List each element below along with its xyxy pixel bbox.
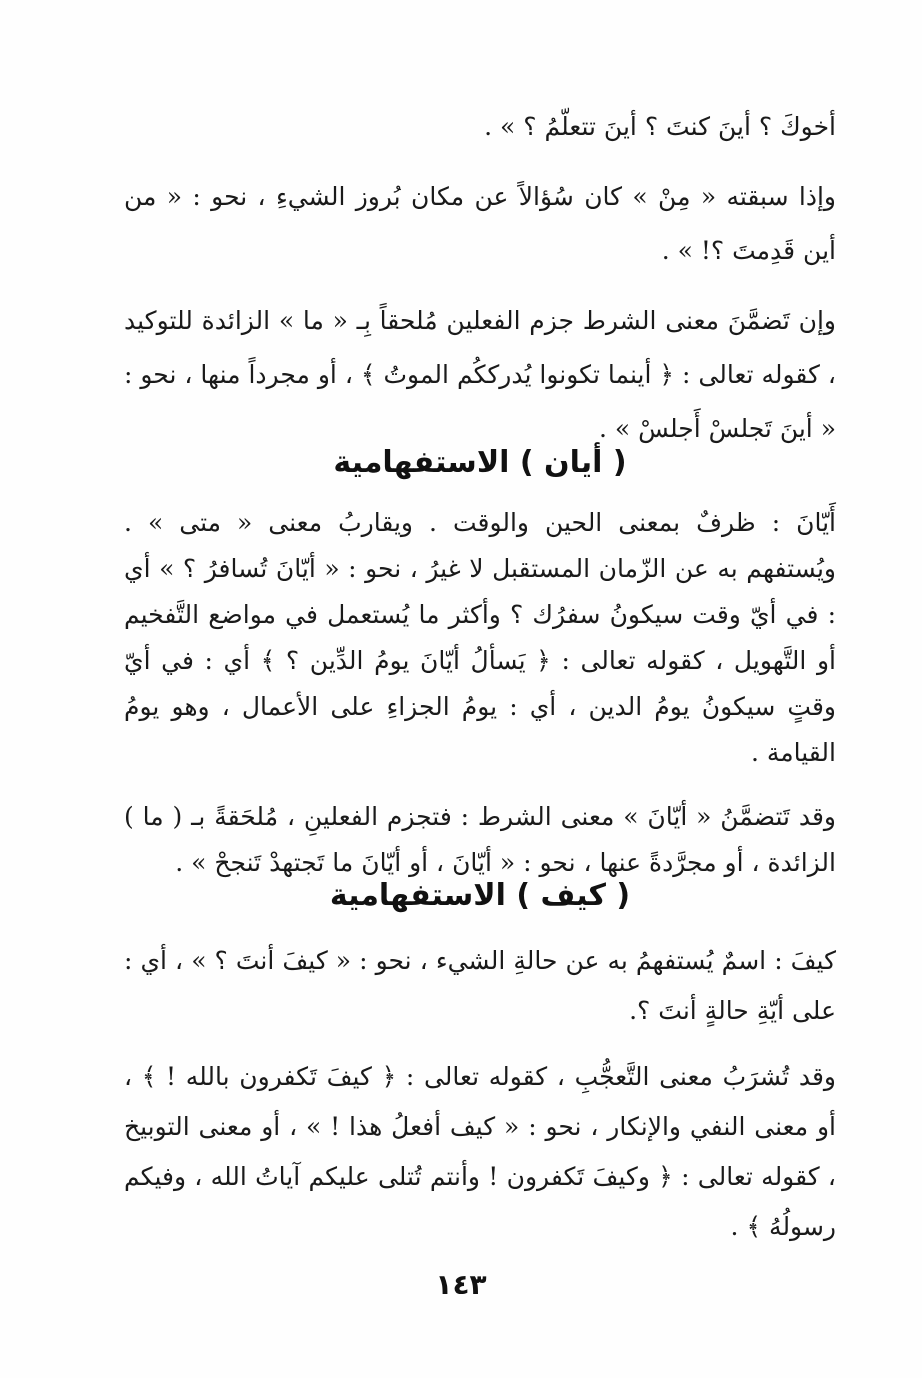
paragraph: أَيّانَ : ظرفٌ بمعنى الحين والوقت . ويقاربُ معنى « متى » . ويُستفهم به عن الزّمان المستقبل لا غيرُ ، نحو : « أيّانَ تُسافرُ ؟ » أي : في أيّ وقت سيكونُ سفرُك ؟ وأكثر ما يُستعمل في مواضع التَّفخيم أو التَّهويل ، كقوله تعالى : ﴿ يَسألُ أيّانَ يومُ الدِّين ؟ ﴾ أي : في أيّ وقتٍ سيكونُ يومُ الدين ، أي : يومُ الجزاءِ على الأعمال ، وهو يومُ القيامة . bbox=[124, 508, 836, 767]
paragraph: أخوكَ ؟ أينَ كنتَ ؟ أينَ تتعلّمُ ؟ » . bbox=[484, 112, 836, 141]
section-kayfa bbox=[124, 936, 836, 1252]
section-heading-kayfa: ( كيف ) الاستفهامية bbox=[329, 878, 631, 913]
paragraph: وإن تَضمَّنَ معنى الشرط جزم الفعلين مُلحقاً بِـ « ما » الزائدة للتوكيد ، كقوله تعالى : ﴿ أينما تكونوا يُدرككُم الموتُ ﴾ ، أو مجرداً منها ، نحو : « أينَ تَجلسْ أَجلسْ » . bbox=[124, 306, 836, 443]
paragraph: وإذا سبقته « مِنْ » كان سُؤالاً عن مكان بُروز الشيءِ ، نحو : « من أين قَدِمتَ ؟! » . bbox=[124, 182, 836, 265]
paragraph: وقد تَتضمَّنُ « أيّانَ » معنى الشرط : فتجزم الفعلينِ ، مُلحَقةً بـ ( ما ) الزائدة ، أو مجرَّدةً عنها ، نحو : « أيّانَ ، أو أيّانَ ما تَجتهدْ تَنجحْ » . bbox=[124, 802, 836, 877]
paragraph: كيفَ : اسمٌ يُستفهمُ به عن حالةِ الشيء ، نحو : « كيفَ أنتَ ؟ » ، أي : على أيّةِ حالةٍ أنتَ ؟. bbox=[124, 946, 836, 1025]
page-number: ١٤٣ bbox=[435, 1268, 487, 1301]
section-ayyana bbox=[124, 500, 836, 886]
section-heading-ayyana: ( أيان ) الاستفهامية bbox=[333, 445, 627, 480]
paragraph: وقد تُشرَبُ معنى التَّعجُّبِ ، كقوله تعالى : ﴿ كيفَ تَكفرون بالله ! ﴾ ، أو معنى النفي والإنكار ، نحو : « كيف أفعلُ هذا ! » ، أو معنى التوبيخ ، كقوله تعالى : ﴿ وكيفَ تَكفرون ! وأنتم تُتلى عليكم آياتُ الله ، وفيكم رسولُهُ ﴾ . bbox=[124, 1062, 836, 1241]
intro-continuation bbox=[124, 100, 836, 456]
